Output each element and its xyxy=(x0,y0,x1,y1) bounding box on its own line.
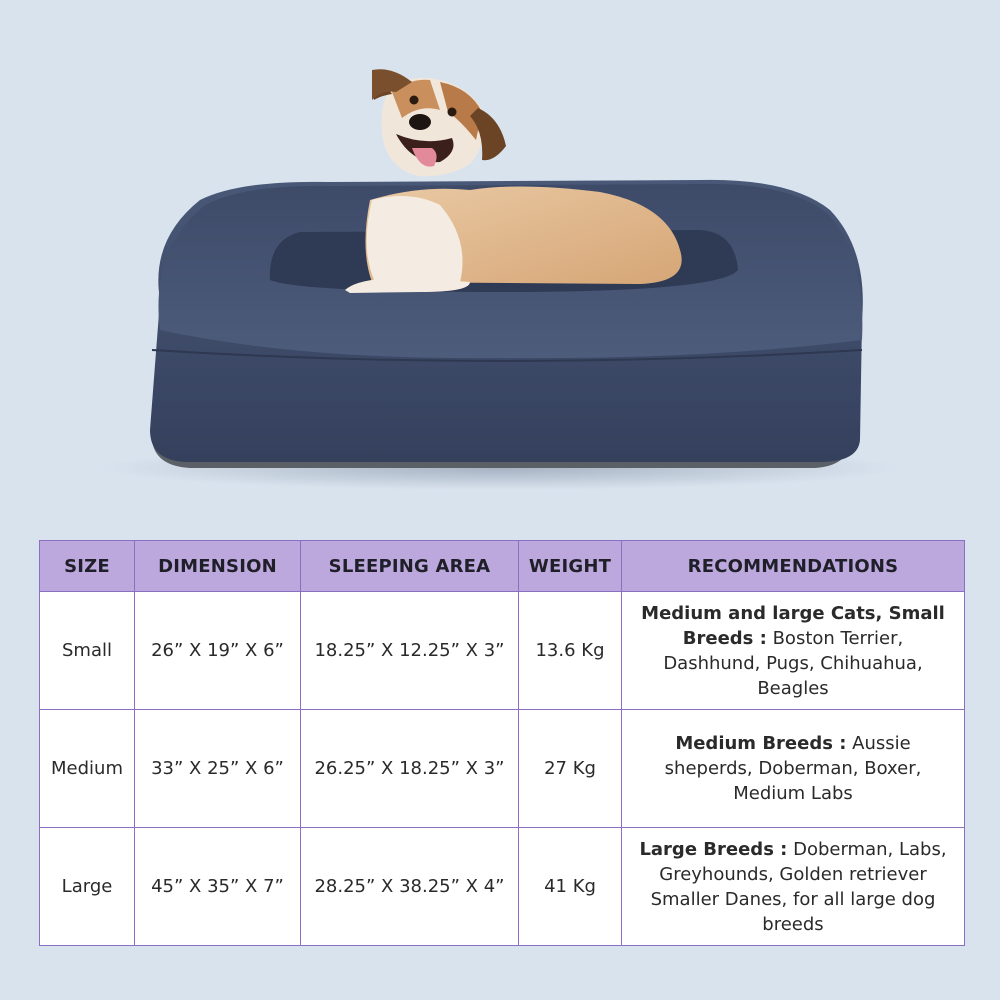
table-row xyxy=(40,592,965,710)
recommendation-text: Aussie sheperds, Doberman, Boxer, Medium Labs xyxy=(664,733,922,804)
cell-sleeping-area: 28.25” X 38.25” X 4” xyxy=(301,828,519,946)
cell-size: Large xyxy=(40,828,135,946)
cell-size: Small xyxy=(40,592,135,710)
table-row xyxy=(40,710,965,828)
cell-sleeping-area: 26.25” X 18.25” X 3” xyxy=(301,710,519,828)
recommendation-text: Doberman, Labs, Greyhounds, Golden retriever Smaller Danes, for all large dog breeds xyxy=(650,838,947,935)
table-header-row xyxy=(40,541,965,592)
cell-dimension: 45” X 35” X 7” xyxy=(135,828,301,946)
cell-weight: 41 Kg xyxy=(519,828,622,946)
cell-recommendation xyxy=(622,592,965,710)
cell-weight: 13.6 Kg xyxy=(519,592,622,710)
cell-recommendation xyxy=(622,828,965,946)
cell-size: Medium xyxy=(40,710,135,828)
recommendation-text: Boston Terrier, Dashhund, Pugs, Chihuahua, Beagles xyxy=(663,627,923,699)
recommendation-heading: Large Breeds : xyxy=(639,838,788,860)
recommendation-heading: Medium and large Cats, Small Breeds : xyxy=(641,602,945,649)
cell-weight: 27 Kg xyxy=(519,710,622,828)
header-dimension: DIMENSION xyxy=(135,541,301,592)
cell-dimension: 33” X 25” X 6” xyxy=(135,710,301,828)
header-sleeping-area: SLEEPING AREA xyxy=(301,541,519,592)
header-recommendations: RECOMMENDATIONS xyxy=(622,541,965,592)
table-row xyxy=(40,828,965,946)
cell-dimension: 26” X 19” X 6” xyxy=(135,592,301,710)
cell-sleeping-area: 18.25” X 12.25” X 3” xyxy=(301,592,519,710)
recommendation-heading: Medium Breeds : xyxy=(675,733,847,754)
header-weight: WEIGHT xyxy=(519,541,622,592)
header-size: SIZE xyxy=(40,541,135,592)
size-chart-table xyxy=(39,540,965,946)
cell-recommendation xyxy=(622,710,965,828)
